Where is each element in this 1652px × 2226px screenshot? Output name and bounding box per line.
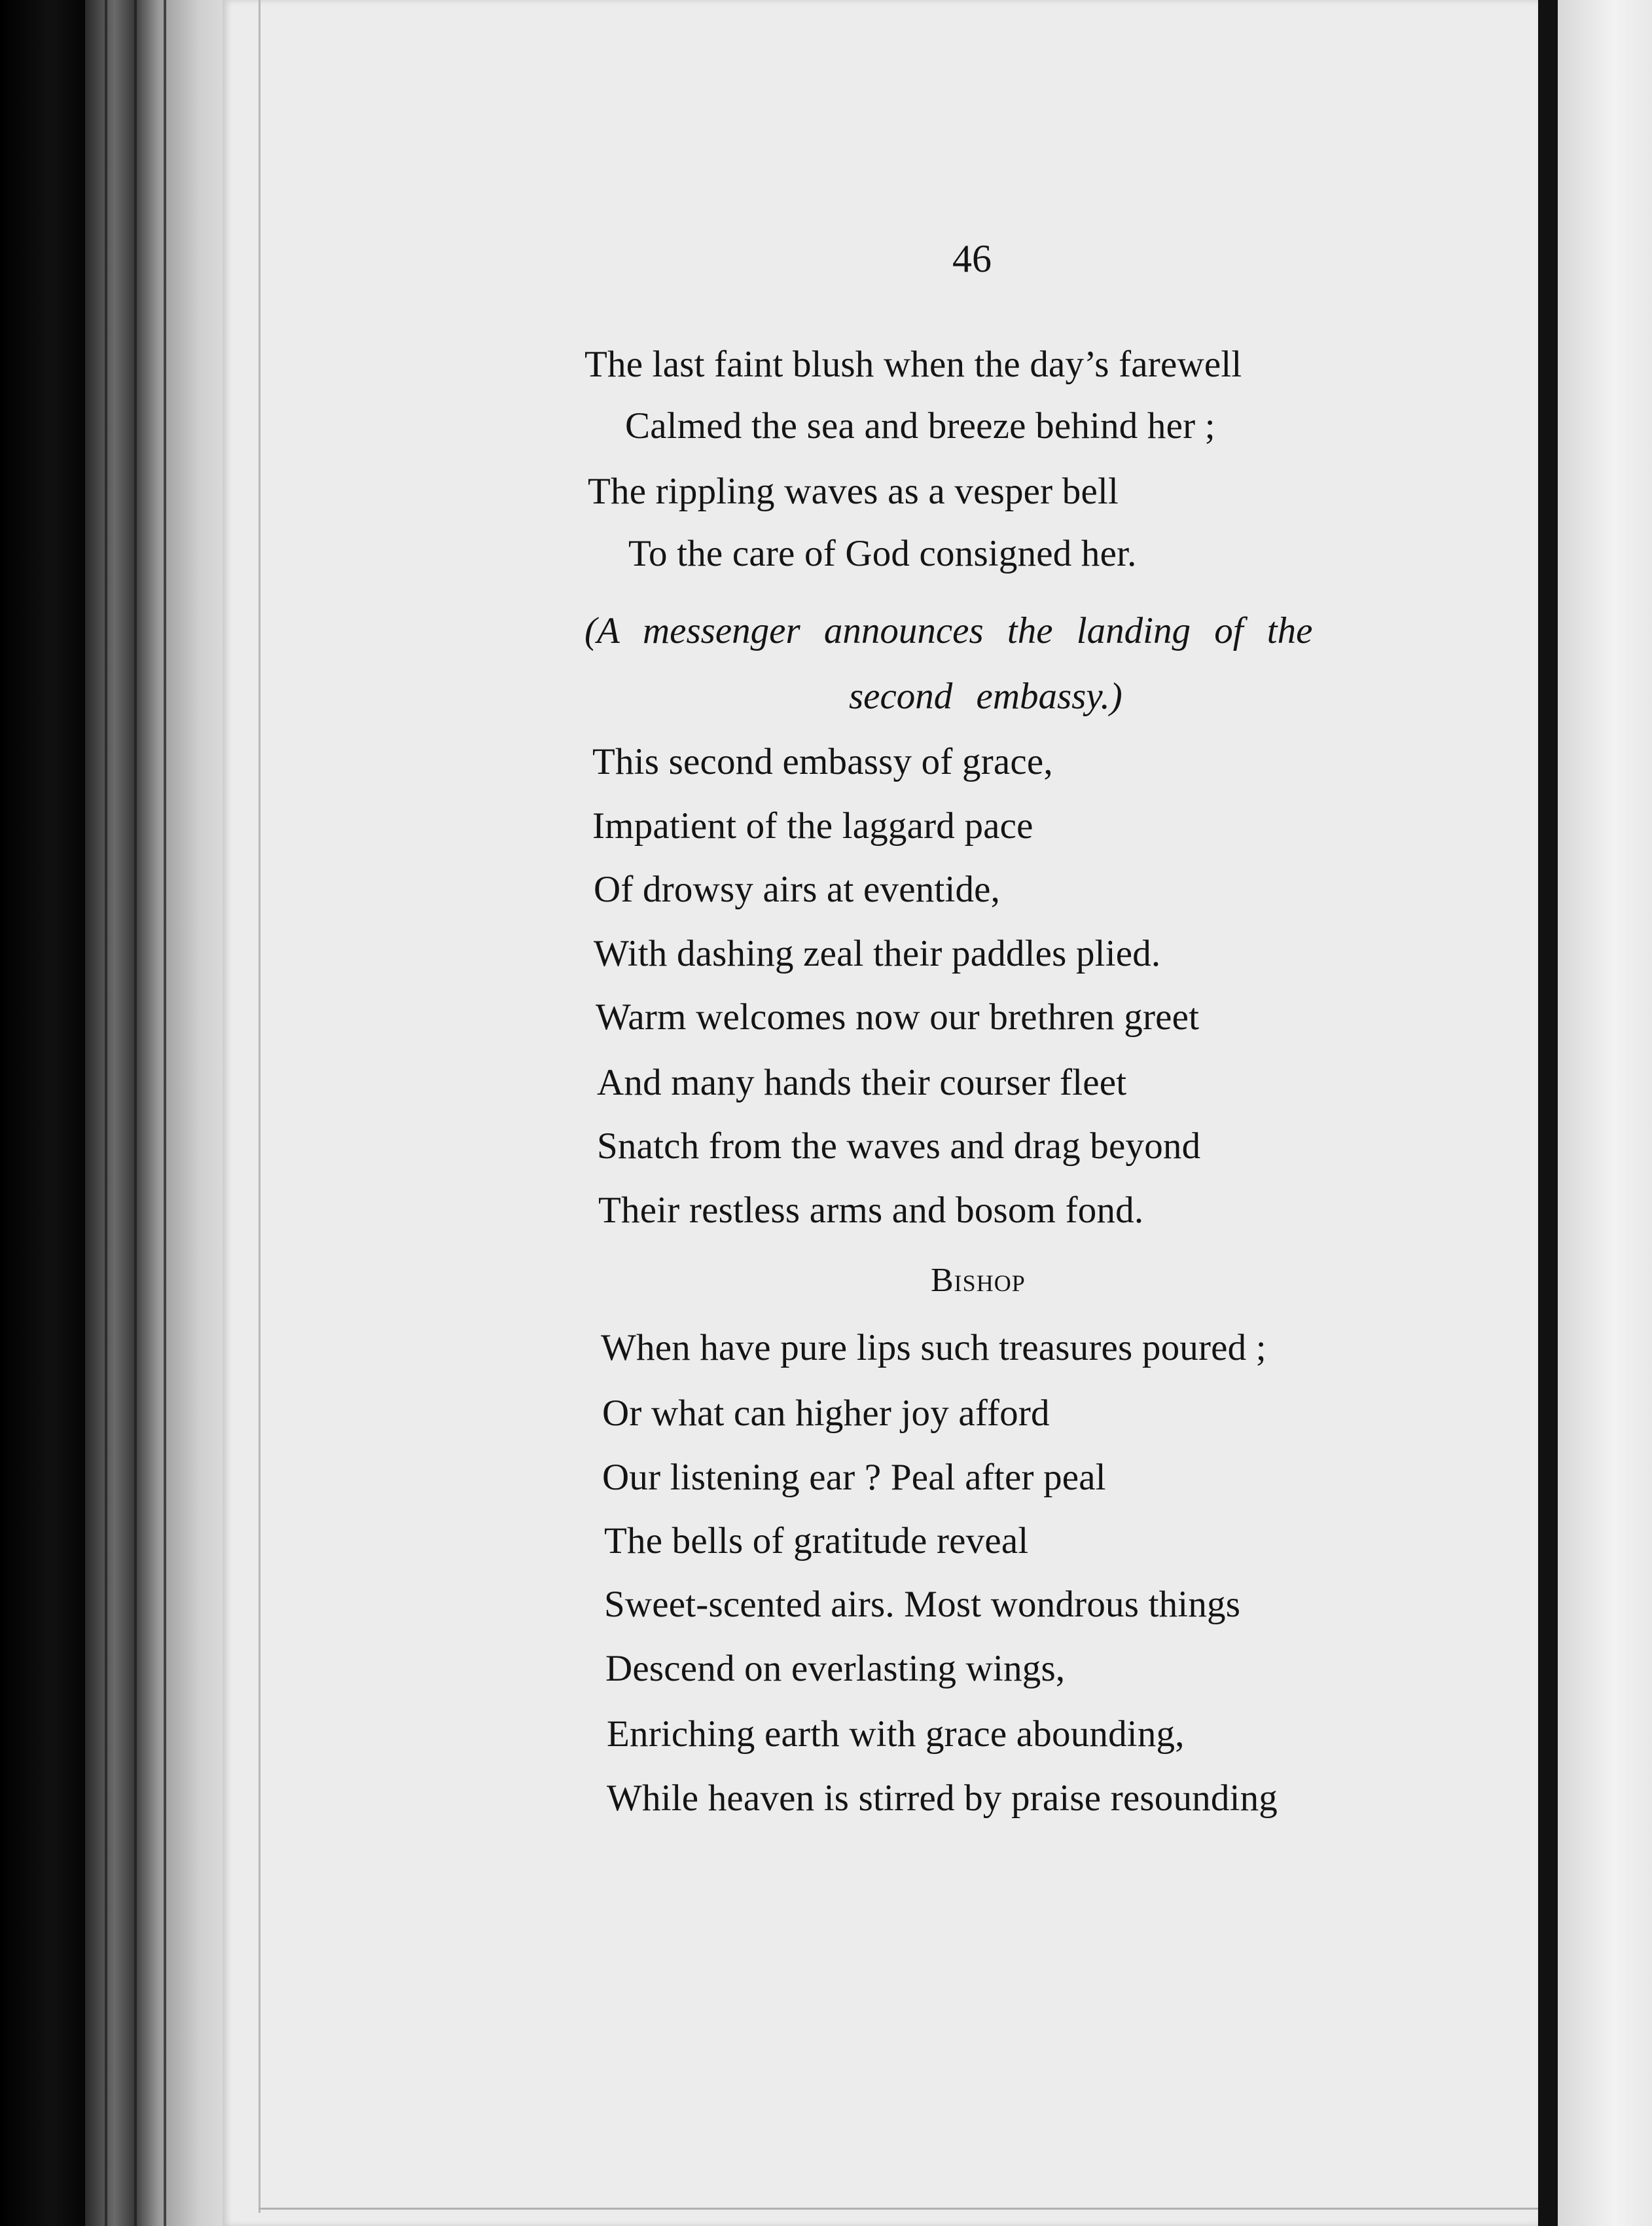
verse-line: Their restless arms and bosom fond. <box>598 1190 1144 1231</box>
verse-line: Enriching earth with grace abounding, <box>607 1713 1185 1755</box>
verse-line: To the care of God consigned her. <box>628 533 1137 574</box>
stage-direction-line: second embassy.) <box>849 676 1122 717</box>
verse-line: Our listening ear ? Peal after peal <box>602 1457 1106 1498</box>
speaker-name: Bishop <box>931 1262 1026 1299</box>
verse-line: Descend on everlasting wings, <box>605 1648 1066 1689</box>
verse-line: And many hands their courser fleet <box>597 1062 1127 1103</box>
verse-line: This second embassy of grace, <box>592 741 1053 782</box>
verse-line: The bells of gratitude reveal <box>604 1520 1029 1561</box>
verse-line: When have pure lips such treasures poured ; <box>601 1327 1266 1368</box>
stage-direction-line: (A messenger announces the landing of the <box>584 610 1313 651</box>
verse-line: Of drowsy airs at eventide, <box>594 869 1001 910</box>
verse-line: The rippling waves as a vesper bell <box>588 471 1119 512</box>
verse-line: While heaven is stirred by praise resounding <box>607 1778 1278 1819</box>
verse-line: Calmed the sea and breeze behind her ; <box>625 405 1215 447</box>
verse-line: Snatch from the waves and drag beyond <box>597 1125 1201 1167</box>
verse-line: The last faint blush when the day’s farewell <box>584 344 1242 385</box>
verse-line: Warm welcomes now our brethren greet <box>596 996 1200 1038</box>
verse-line: Sweet-scented airs. Most wondrous things <box>604 1584 1241 1625</box>
page-number: 46 <box>952 237 992 280</box>
verse-line: Impatient of the laggard pace <box>592 805 1033 847</box>
verse-line: Or what can higher joy afford <box>602 1393 1050 1434</box>
verse-line: With dashing zeal their paddles plied. <box>594 933 1161 974</box>
